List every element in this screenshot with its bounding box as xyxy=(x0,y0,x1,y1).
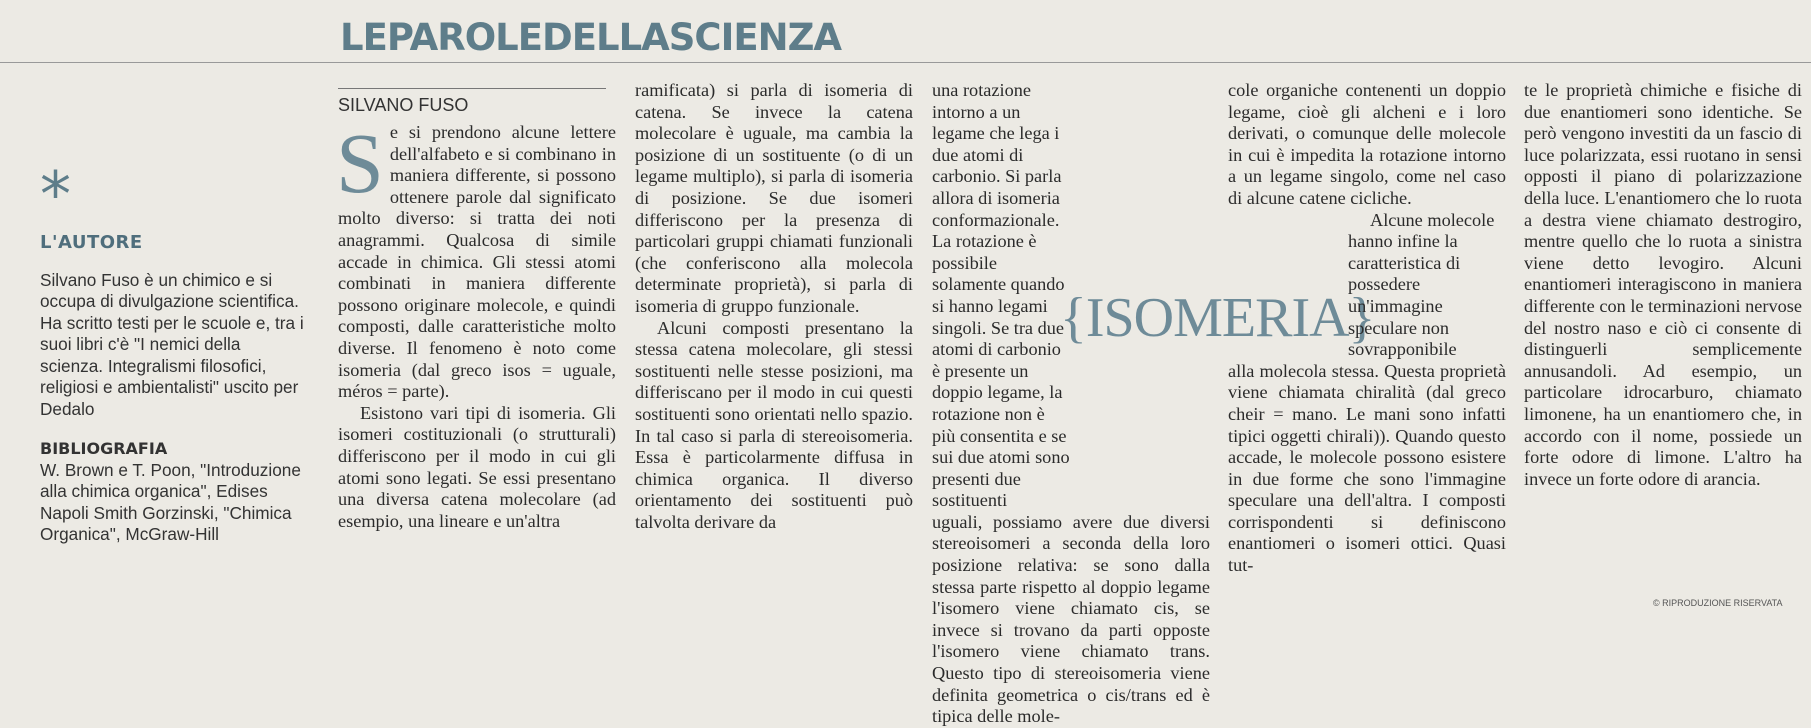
lead-paragraph xyxy=(336,115,616,403)
paragraph: Alcuni composti presentano la stessa catena molecolare, gli stessi sostituenti nelle stesse posizioni, ma differiscano per il modo in cui questi sostituenti sono orientati nello spazio. In tal caso si parla di stereoisomeria. Essa è particolarmente diffusa in chimica organica. Il diverso orientamento dei sostituenti può talvolta derivare da xyxy=(635,317,913,532)
paragraph: uguali, possiamo avere due diversi stereoisomeri a seconda della loro posizione relativa: se sono dalla stessa parte rispetto al doppio legame l'isomero viene chiamato cis, se invece si trovano da parti opposte l'isomero viene chiamato trans. Questo tipo di stereoisomeria viene definita geometrica o cis/trans ed è tipica delle mole- xyxy=(932,511,1210,727)
byline: SILVANO FUSO xyxy=(338,88,606,116)
feature-word-isomeria: {ISOMERIA} xyxy=(1060,287,1375,349)
section-masthead: LEPAROLEDELLASCIENZA xyxy=(340,16,842,59)
bibliography-text: W. Brown e T. Poon, "Introduzione alla chimica organica", Edises Napoli Smith Gorzinski, "Chimica Organica", McGraw-Hill xyxy=(40,459,301,544)
article-column-5 xyxy=(1524,80,1802,490)
paragraph: ramificata) si parla di isomeria di catena. Se invece la catena molecolare è uguale, ma cambia la posizione di un sostituente (o di un legame multiplo), si parla di isomeria di posizione. Se due isomeri differiscono per la presenza di particolari gruppi chiamati funzionali (che conferiscono alla molecola determinate proprietà), si parla di isomeria di gruppo funzionale. xyxy=(635,80,913,316)
author-sidebar xyxy=(40,158,305,546)
author-heading: L'AUTORE xyxy=(40,232,143,253)
article-column-2 xyxy=(635,80,913,533)
author-text: Silvano Fuso è un chimico e si occupa di divulgazione scientifica. Ha scritto testi per le scuole e, tra i suoi libri c'è "I nemici della scienza. Integralismi filosofici, religiosi e ambientalisti" uscito per Dedalo xyxy=(40,269,304,419)
header-rule xyxy=(0,62,1811,63)
paragraph: Alcune molecole hanno infine la caratteristica di possedere un'immagine speculare non sovrapponibile xyxy=(1348,209,1495,360)
article-column-4 xyxy=(1228,80,1506,577)
lead-text: e si prendono alcune lettere dell'alfabeto e si combinano in maniera differente, si possono ottenere parole dal significato molto diverso: si tratta dei noti anagrammi. Qualcosa di simile accade in chimica. Gli stessi atomi combinati in maniera differente possono originare molecole, e quindi composti, dalle caratteristiche molto diverse. Il fenomeno è noto come isomeria (dal greco isos = uguale, méros = parte). xyxy=(338,122,616,402)
bibliography-heading: BIBLIOGRAFIA xyxy=(40,439,168,458)
drop-cap: S xyxy=(336,115,384,211)
paragraph: te le proprietà chimiche e fisiche di due enantiomeri sono identiche. Se però vengono investiti da un fascio di luce polarizzata, essi ruotano in sensi opposti il piano di polarizzazione della luce. L'enantiomero che lo ruota a destra viene chiamato destrogiro, mentre quello che lo ruota a sinistra viene detto levogiro. Alcuni enantiomeri interagiscono in maniera differente con le terminazioni nervose del nostro naso e ciò ci consente di distinguerli semplicemente annusandoli. Ad esempio, un particolare idrocarburo, chiamato limonene, ha un enantiomero che, in accordo con il nome, possiede un forte odore di limone. L'altro ha invece un forte odore di arancia. xyxy=(1524,80,1802,489)
article-column-3 xyxy=(932,80,1210,728)
paragraph: una rotazione intorno a un legame che lega i due atomi di carbonio. Si parla allora di isomeria conformazionale. La rotazione è possibile solamente quando si hanno legami singoli. Se tra due atomi di carbonio è presente un doppio legame, la rotazione non è più consentita e se sui due atomi sono presenti due sostituenti xyxy=(932,80,1070,511)
paragraph: cole organiche contenenti un doppio legame, cioè gli alcheni e i loro derivati, o comunque delle molecole in cui è impedita la rotazione intorno a un legame singolo, come nel caso di alcune catene cicliche. xyxy=(1228,80,1506,208)
article-column-1 xyxy=(336,115,616,532)
paragraph: alla molecola stessa. Questa proprietà viene chiamata chiralità (dal greco cheir = mano. Le mani sono infatti tipici oggetti chirali)). Quando questo accade, le molecole possono esistere in due forme che sono l'immagine speculare una dell'altra. I composti corrispondenti si definiscono enantiomeri o isomeri ottici. Quasi tut- xyxy=(1228,360,1506,576)
copyright-notice: © RIPRODUZIONE RISERVATA xyxy=(1653,598,1783,608)
asterisk-icon: * xyxy=(40,158,71,231)
paragraph: Esistono vari tipi di isomeria. Gli isomeri costituzionali (o strutturali) differiscono per il modo in cui gli atomi sono legati. Se essi presentano una diversa catena molecolare (ad esempio, una lineare e un'altra xyxy=(338,402,616,531)
